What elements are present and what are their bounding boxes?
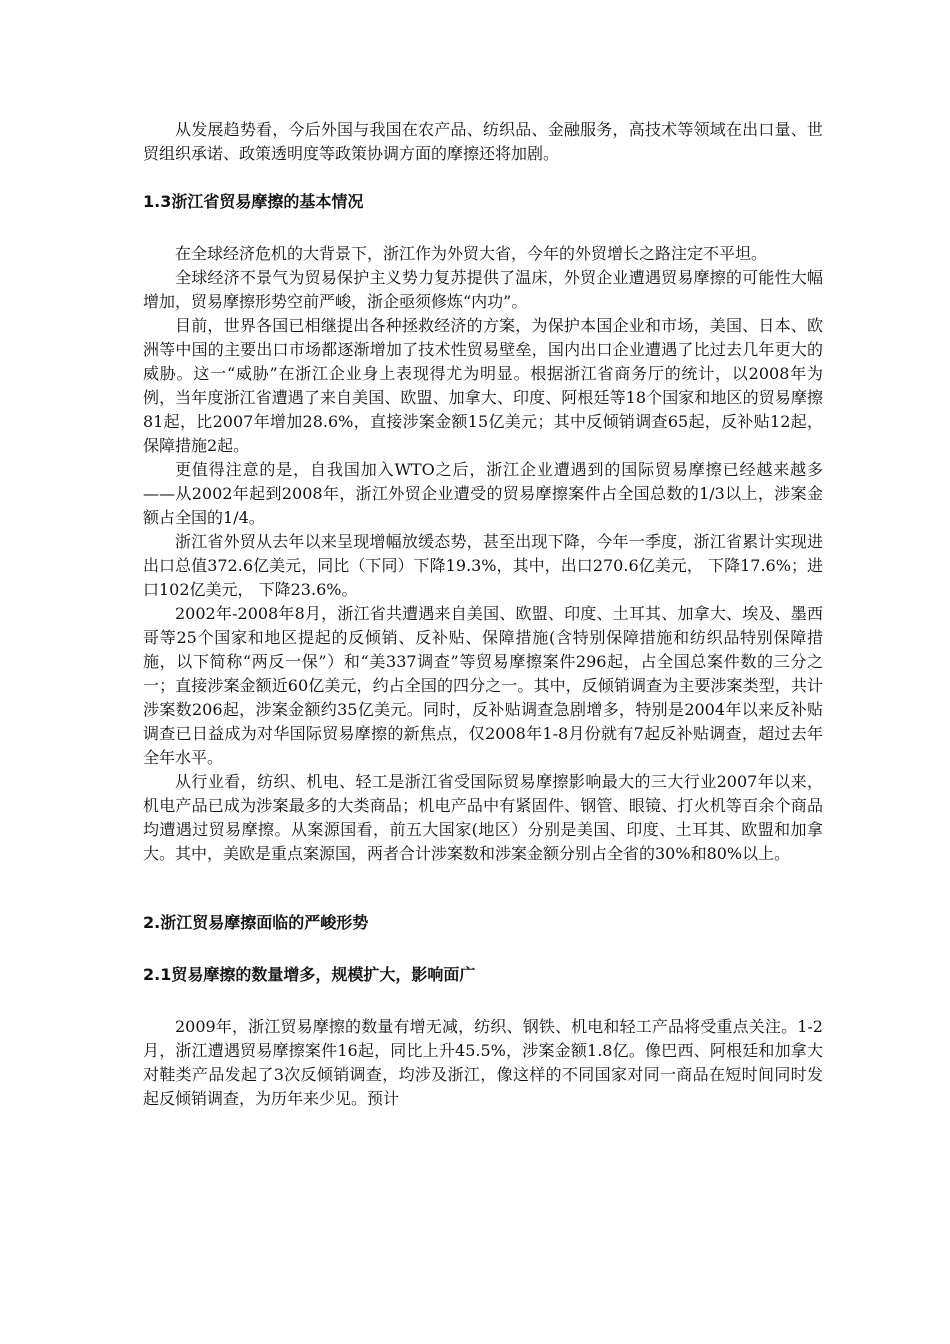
- paragraph-crisis: 在全球经济危机的大背景下，浙江作为外贸大省，今年的外贸增长之路注定不平坦。: [175, 244, 768, 263]
- section-heading-2: 2.浙江贸易摩擦面临的严峻形势: [143, 913, 369, 932]
- paragraph-wto: 更值得注意的是，自我国加入WTO之后，浙江企业遭遇到的国际贸易摩擦已经越来越多——从2002年起到2008年，浙江外贸企业遭受的贸易摩擦案件占全国总数的1/3以上，涉案金额占全国的1/4。: [143, 460, 823, 527]
- paragraph-2002-2008-cases: 2002年-2008年8月，浙江省共遭遇来自美国、欧盟、印度、土耳其、加拿大、埃及、墨西哥等25个国家和地区提起的反倾销、反补贴、保障措施(含特别保障措施和纺织品特别保障措施，以下简称“两反一保”）和“美337调查”等贸易摩擦案件296起，占全国总案件数的三分之一；直接涉案金额近60亿美元，约占全国的四分之一。其中，反倾销调查为主要涉案类型，共计涉案数206起，涉案金额约35亿美元。同时，反补贴调查急剧增多，特别是2004年以来反补贴调查已日益成为对华国际贸易摩擦的新焦点，仅2008年1-8月份就有7起反补贴调查，超过去年全年水平。: [143, 604, 823, 767]
- paragraph-trend: 从发展趋势看，今后外国与我国在农产品、纺织品、金融服务，高技术等领域在出口量、世贸组织承诺、政策透明度等政策协调方面的摩擦还将加剧。: [143, 120, 823, 163]
- paragraph-barriers-statistics: 目前，世界各国已相继提出各种拯救经济的方案，为保护本国企业和市场，美国、日本、欧洲等中国的主要出口市场都逐渐增加了技术性贸易壁垒，国内出口企业遭遇了比过去几年更大的威胁。这一“威胁”在浙江企业身上表现得尤为明显。根据浙江省商务厅的统计，以2008年为例，当年度浙江省遭遇了来自美国、欧盟、加拿大、印度、阿根廷等18个国家和地区的贸易摩擦81起，比2007年增加28.6%，直接涉案金额15亿美元；其中反倾销调查65起，反补贴12起，保障措施2起。: [143, 316, 823, 455]
- document-body: [143, 118, 823, 1111]
- paragraph-q1-trade: 浙江省外贸从去年以来呈现增幅放缓态势，甚至出现下降，今年一季度，浙江省累计实现进出口总值372.6亿美元，同比（下同）下降19.3%，其中，出口270.6亿美元， 下降17.6%；进口102亿美元， 下降23.6%。: [143, 532, 823, 599]
- section-heading-1-3: 1.3浙江省贸易摩擦的基本情况: [143, 192, 364, 211]
- paragraph-2009: 2009年，浙江贸易摩擦的数量有增无减，纺织、钢铁、机电和轻工产品将受重点关注。1-2月，浙江遭遇贸易摩擦案件16起，同比上升45.5%，涉案金额1.8亿。像巴西、阿根廷和加拿大对鞋类产品发起了3次反倾销调查，均涉及浙江，像这样的不同国家对同一商品在短时间同时发起反倾销调查，为历年来少见。预计: [143, 1017, 823, 1108]
- paragraph-industries: 从行业看，纺织、机电、轻工是浙江省受国际贸易摩擦影响最大的三大行业2007年以来，机电产品已成为涉案最多的大类商品；机电产品中有紧固件、钢管、眼镜、打火机等百余个商品均遭遇过贸易摩擦。从案源国看，前五大国家(地区）分别是美国、印度、土耳其、欧盟和加拿大。其中，美欧是重点案源国，两者合计涉案数和涉案金额分别占全省的30%和80%以上。: [143, 772, 823, 863]
- section-heading-2-1: 2.1贸易摩擦的数量增多，规模扩大，影响面广: [143, 965, 476, 984]
- paragraph-protectionism: 全球经济不景气为贸易保护主义势力复苏提供了温床，外贸企业遭遇贸易摩擦的可能性大幅增加，贸易摩擦形势空前严峻，浙企亟须修炼“内功”。: [143, 268, 823, 311]
